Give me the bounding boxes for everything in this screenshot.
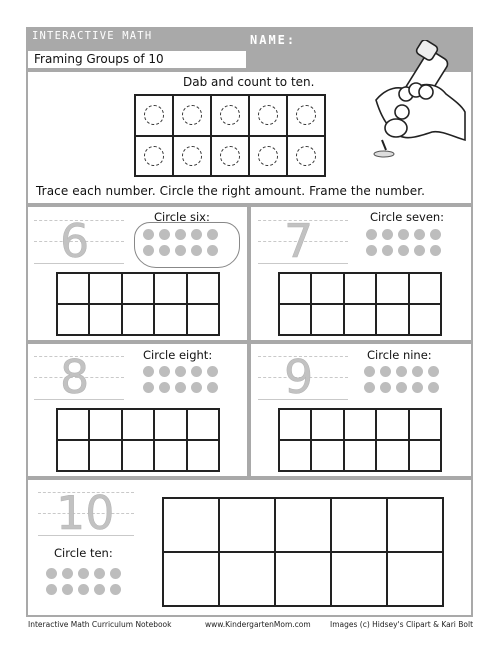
- dab-circle[interactable]: [220, 146, 240, 166]
- dot-grid: [364, 366, 439, 393]
- dab-circle[interactable]: [144, 105, 164, 125]
- counting-dot[interactable]: [366, 245, 377, 256]
- counting-dot[interactable]: [110, 568, 121, 579]
- ten-frame-cell[interactable]: [344, 304, 376, 335]
- ten-frame-cell[interactable]: [122, 409, 154, 440]
- counting-dot[interactable]: [175, 366, 186, 377]
- dab-circle[interactable]: [220, 105, 240, 125]
- ten-frame-cell[interactable]: [279, 304, 311, 335]
- dab-circle[interactable]: [182, 146, 202, 166]
- ten-frame-cell[interactable]: [211, 136, 249, 177]
- ten-frame-cell[interactable]: [311, 304, 343, 335]
- counting-dot[interactable]: [46, 568, 57, 579]
- ten-frame-cell[interactable]: [122, 440, 154, 471]
- ten-frame-cell[interactable]: [154, 409, 186, 440]
- ten-frame-cell[interactable]: [331, 498, 387, 552]
- ten-frame-cell[interactable]: [279, 440, 311, 471]
- ten-frame-cell[interactable]: [275, 552, 331, 606]
- counting-dot[interactable]: [110, 584, 121, 595]
- ten-frame-cell[interactable]: [57, 304, 89, 335]
- counting-dot[interactable]: [430, 245, 441, 256]
- counting-dot[interactable]: [398, 229, 409, 240]
- ten-frame-cell[interactable]: [135, 136, 173, 177]
- counting-dot[interactable]: [159, 229, 170, 240]
- ten-frame-cell[interactable]: [249, 136, 287, 177]
- counting-dot[interactable]: [207, 382, 218, 393]
- dab-ten-frame: [134, 94, 326, 177]
- ten-frame-cell[interactable]: [311, 440, 343, 471]
- ten-frame-cell[interactable]: [57, 440, 89, 471]
- ten-frame-cell[interactable]: [219, 498, 275, 552]
- dab-circle[interactable]: [258, 105, 278, 125]
- ten-frame-cell[interactable]: [344, 409, 376, 440]
- counting-dot[interactable]: [191, 229, 202, 240]
- dot-grid: [46, 568, 121, 595]
- instructions-text: Trace each number. Circle the right amount. Frame the number.: [36, 184, 426, 198]
- ten-frame[interactable]: [56, 272, 220, 336]
- counting-dot[interactable]: [207, 245, 218, 256]
- counting-dot[interactable]: [62, 584, 73, 595]
- ten-frame-cell[interactable]: [275, 498, 331, 552]
- ten-frame-cell[interactable]: [173, 136, 211, 177]
- counting-dot[interactable]: [78, 568, 89, 579]
- ten-frame-cell[interactable]: [376, 273, 408, 304]
- counting-dot[interactable]: [380, 382, 391, 393]
- counting-dot[interactable]: [396, 382, 407, 393]
- counting-dot[interactable]: [412, 382, 423, 393]
- counting-dot[interactable]: [46, 584, 57, 595]
- counting-dot[interactable]: [412, 366, 423, 377]
- trace-number: 6: [60, 214, 90, 268]
- ten-frame-cell[interactable]: [211, 95, 249, 136]
- dab-circle[interactable]: [182, 105, 202, 125]
- counting-dot[interactable]: [414, 245, 425, 256]
- ten-frame-cell[interactable]: [154, 440, 186, 471]
- dot-grid: [143, 229, 218, 256]
- ten-frame-cell[interactable]: [287, 95, 325, 136]
- dab-circle[interactable]: [144, 146, 164, 166]
- ten-frame[interactable]: [56, 408, 220, 472]
- ten-frame-cell[interactable]: [163, 552, 219, 606]
- counting-dot[interactable]: [364, 382, 375, 393]
- ten-frame-cell[interactable]: [122, 273, 154, 304]
- ten-frame-cell[interactable]: [409, 409, 441, 440]
- ten-frame-cell[interactable]: [173, 95, 211, 136]
- counting-dot[interactable]: [159, 245, 170, 256]
- ten-frame-cell[interactable]: [187, 440, 219, 471]
- ten-frame-cell[interactable]: [279, 273, 311, 304]
- counting-dot[interactable]: [191, 366, 202, 377]
- ten-frame-cell[interactable]: [89, 304, 121, 335]
- footer-right: Images (c) Hidsey's Clipart & Kari Bolt: [330, 620, 474, 629]
- ten-frame[interactable]: [162, 497, 444, 607]
- ten-frame-cell[interactable]: [154, 304, 186, 335]
- circle-prompt: Circle ten:: [54, 546, 113, 560]
- counting-dot[interactable]: [143, 366, 154, 377]
- ten-frame[interactable]: [278, 408, 442, 472]
- counting-dot[interactable]: [396, 366, 407, 377]
- dot-grid: [366, 229, 441, 256]
- ten-frame-cell[interactable]: [387, 552, 443, 606]
- ten-frame-cell[interactable]: [311, 409, 343, 440]
- ten-frame-cell[interactable]: [331, 552, 387, 606]
- counting-dot[interactable]: [207, 229, 218, 240]
- ten-frame-cell[interactable]: [409, 304, 441, 335]
- trace-number: 10: [56, 486, 115, 540]
- brand-label: INTERACTIVE MATH: [32, 30, 153, 42]
- counting-dot[interactable]: [430, 229, 441, 240]
- circle-prompt: Circle eight:: [143, 348, 213, 362]
- ten-frame-cell[interactable]: [89, 440, 121, 471]
- counting-dot[interactable]: [143, 245, 154, 256]
- counting-dot[interactable]: [380, 366, 391, 377]
- ten-frame-cell[interactable]: [376, 409, 408, 440]
- column-divider-1: [247, 203, 251, 341]
- ten-frame-cell[interactable]: [387, 498, 443, 552]
- ten-frame-cell[interactable]: [279, 409, 311, 440]
- ten-frame-cell[interactable]: [135, 95, 173, 136]
- footer-left: Interactive Math Curriculum Notebook: [28, 620, 172, 629]
- counting-dot[interactable]: [191, 382, 202, 393]
- counting-dot[interactable]: [428, 382, 439, 393]
- ten-frame-cell[interactable]: [57, 273, 89, 304]
- trace-number: 7: [284, 214, 314, 268]
- dauber-marker-hand-icon: [366, 40, 466, 170]
- ten-frame-cell[interactable]: [287, 136, 325, 177]
- ten-frame-cell[interactable]: [89, 409, 121, 440]
- page-title: Framing Groups of 10: [34, 52, 164, 66]
- counting-dot[interactable]: [428, 366, 439, 377]
- ten-frame-cell[interactable]: [187, 304, 219, 335]
- counting-dot[interactable]: [159, 366, 170, 377]
- counting-dot[interactable]: [143, 382, 154, 393]
- ten-frame-cell[interactable]: [57, 409, 89, 440]
- counting-dot[interactable]: [78, 584, 89, 595]
- counting-dot[interactable]: [414, 229, 425, 240]
- name-label: NAME:: [250, 33, 297, 47]
- dot-grid: [143, 366, 218, 393]
- circle-prompt: Circle nine:: [367, 348, 432, 362]
- column-divider-2: [247, 340, 251, 478]
- counting-dot[interactable]: [364, 366, 375, 377]
- ten-frame-cell[interactable]: [122, 304, 154, 335]
- ten-frame[interactable]: [278, 272, 442, 336]
- ten-frame-cell[interactable]: [376, 440, 408, 471]
- ten-frame-cell[interactable]: [249, 95, 287, 136]
- ten-frame-cell[interactable]: [89, 273, 121, 304]
- footer-center: www.KindergartenMom.com: [205, 620, 311, 629]
- counting-dot[interactable]: [94, 568, 105, 579]
- counting-dot[interactable]: [191, 245, 202, 256]
- trace-number: 8: [60, 350, 90, 404]
- circle-prompt: Circle six:: [154, 210, 210, 224]
- counting-dot[interactable]: [207, 366, 218, 377]
- counting-dot[interactable]: [175, 229, 186, 240]
- divider-3: [26, 476, 473, 480]
- counting-dot[interactable]: [366, 229, 377, 240]
- ten-frame-cell[interactable]: [344, 440, 376, 471]
- ten-frame-cell[interactable]: [409, 440, 441, 471]
- trace-number: 9: [284, 350, 314, 404]
- dab-circle[interactable]: [258, 146, 278, 166]
- ten-frame-cell[interactable]: [219, 552, 275, 606]
- ten-frame-cell[interactable]: [409, 273, 441, 304]
- counting-dot[interactable]: [159, 382, 170, 393]
- counting-dot[interactable]: [175, 245, 186, 256]
- ten-frame-cell[interactable]: [187, 273, 219, 304]
- dab-prompt: Dab and count to ten.: [183, 75, 315, 89]
- ten-frame-cell[interactable]: [376, 304, 408, 335]
- counting-dot[interactable]: [143, 229, 154, 240]
- counting-dot[interactable]: [382, 245, 393, 256]
- dab-circle[interactable]: [296, 105, 316, 125]
- ten-frame-cell[interactable]: [311, 273, 343, 304]
- circle-prompt: Circle seven:: [370, 210, 445, 224]
- ten-frame-cell[interactable]: [187, 409, 219, 440]
- dab-circle[interactable]: [296, 146, 316, 166]
- ten-frame-cell[interactable]: [163, 498, 219, 552]
- counting-dot[interactable]: [62, 568, 73, 579]
- ten-frame-cell[interactable]: [344, 273, 376, 304]
- counting-dot[interactable]: [398, 245, 409, 256]
- ten-frame-cell[interactable]: [154, 273, 186, 304]
- counting-dot[interactable]: [382, 229, 393, 240]
- counting-dot[interactable]: [175, 382, 186, 393]
- counting-dot[interactable]: [94, 584, 105, 595]
